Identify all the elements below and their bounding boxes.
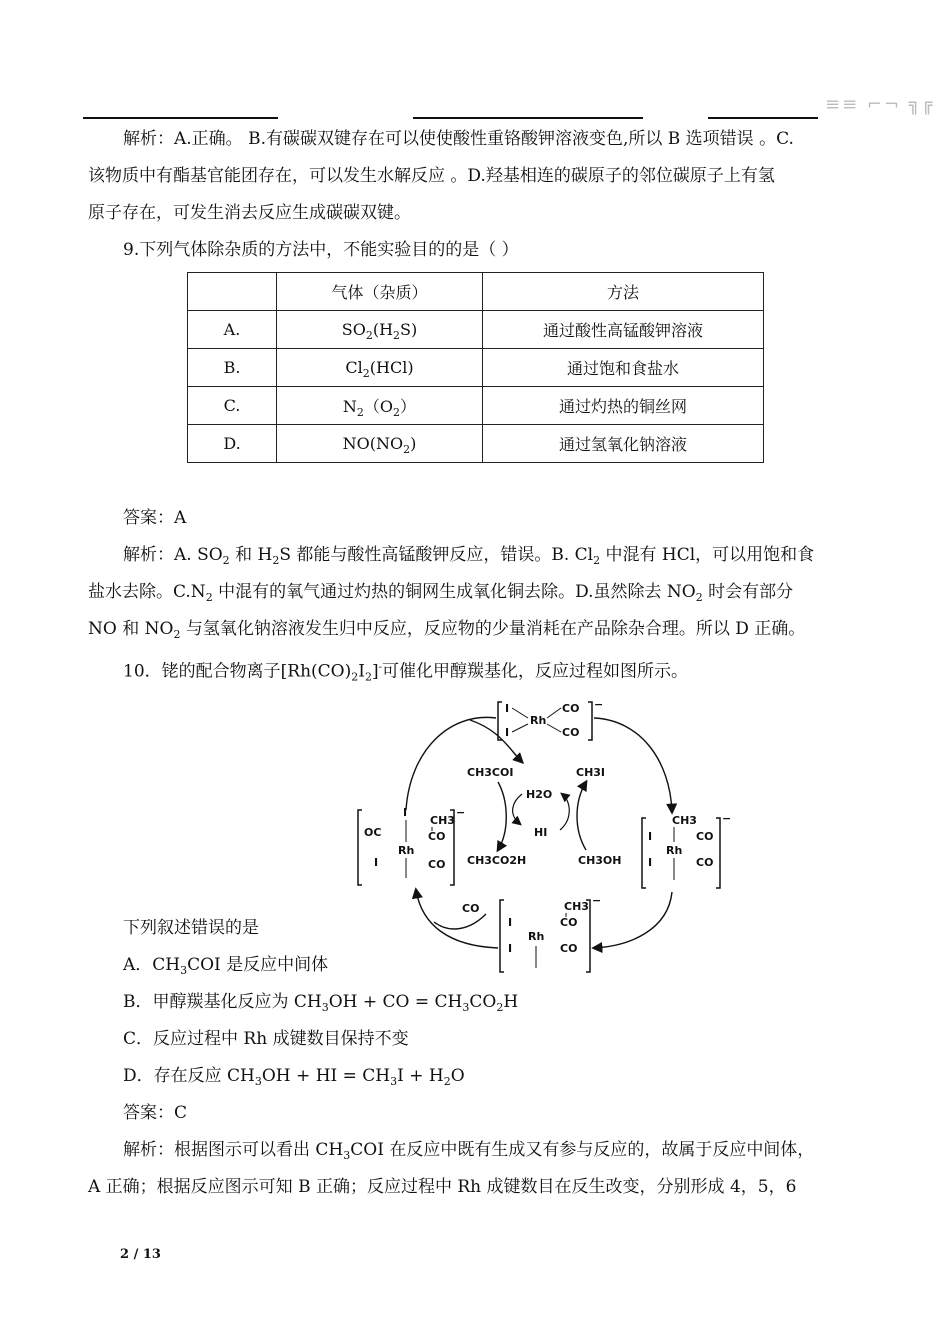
analysis-8-line-1: 解析：A.正确。 B.有碳碳双键存在可以使使酸性重铬酸钾溶液变色,所以 B 选项错误 。C. (123, 129, 794, 149)
header-rule-right (708, 117, 818, 119)
arrow-h2o-in (513, 794, 522, 824)
ligand-i: I (505, 702, 510, 715)
gas-purification-table (187, 272, 764, 463)
arrow-top-to-right (594, 718, 672, 812)
header-marks: ≡≡ ⌐¬ ╗╔ (825, 94, 935, 115)
ligand-i: I (505, 726, 510, 739)
q10-analysis-line-1: 解析：根据图示可以看出 $CH_3COI$ 在反应中既有生成又有参与反应的，故属于反应中间体， (123, 1140, 815, 1162)
q10-option-d: D．存在反应 $CH_3OH$ + HI = $CH_3I + H_2O$ (123, 1066, 465, 1088)
charge-sign: − (722, 812, 732, 825)
gas-cell: $SO_2(H_2S)$ (277, 311, 483, 349)
species-ch3i: CH3I (576, 766, 606, 779)
ligand-i: I (508, 916, 513, 929)
table-row (188, 387, 764, 425)
table-header-cell (188, 273, 277, 311)
analysis-8-line-3: 原子存在，可发生消去反应生成碳碳双键。 (88, 203, 411, 223)
table-header-row (188, 273, 764, 311)
arrow-methanol-to-ch3i (577, 782, 586, 850)
gas-cell: $Cl_2(HCl)$ (277, 349, 483, 387)
charge-sign: − (594, 698, 604, 711)
species-ch3coi: CH3COI (467, 766, 514, 779)
ligand-i: I (648, 856, 653, 869)
ligand-i: I (508, 942, 513, 955)
complex-top (498, 698, 603, 740)
ligand-i: I (403, 806, 408, 819)
q10-ask: 下列叙述错误的是 (123, 918, 259, 938)
header-rule-left (83, 117, 278, 119)
q9-analysis-line-3: NO 和 $NO_2$ 与氢氧化钠溶液发生归中反应，反应物的少量消耗在产品除杂合理。所以 D 正确。 (88, 619, 806, 641)
ligand-i: I (648, 830, 653, 843)
table-row (188, 311, 764, 349)
rh-center: Rh (530, 714, 547, 727)
charge-sign: − (456, 806, 466, 819)
table-header-cell: 方法 (483, 273, 764, 311)
q10-option-b: B．甲醇羰基化反应为 $CH_3OH$ + CO = $CH_3CO_2H$ (123, 992, 519, 1014)
arrow-hi-out (560, 794, 569, 830)
method-cell: 通过氢氧化钠溶液 (483, 425, 764, 463)
rh-center: Rh (666, 844, 683, 857)
ligand-i: I (374, 856, 379, 869)
charge-sign: − (592, 894, 602, 907)
arrow-release-ch3coi (470, 720, 522, 762)
table-row (188, 349, 764, 387)
ligand-co: CO (562, 726, 580, 739)
method-cell: 通过灼热的铜丝网 (483, 387, 764, 425)
ligand-co: CO (560, 942, 578, 955)
ligand-co: CO (562, 702, 580, 715)
table-header-cell: 气体（杂质） (277, 273, 483, 311)
catalytic-cycle-diagram (350, 690, 750, 980)
option-cell: A. (188, 311, 277, 349)
arrow-bottom-to-left (416, 890, 498, 948)
species-h2o: H2O (526, 788, 553, 801)
gas-cell: $NO(NO_2)$ (277, 425, 483, 463)
method-cell: 通过酸性高锰酸钾溶液 (483, 311, 764, 349)
ligand-co: CO (560, 916, 578, 929)
complex-left (358, 806, 465, 885)
q10-option-a: A．$CH_3COI$ 是反应中间体 (123, 955, 329, 977)
option-cell: D. (188, 425, 277, 463)
ligand-ch3: CH3 (672, 814, 697, 827)
option-cell: B. (188, 349, 277, 387)
method-cell: 通过饱和食盐水 (483, 349, 764, 387)
header-rule-middle (413, 117, 643, 119)
q9-analysis-line-2: 盐水去除。$C.N_2$ 中混有的氧气通过灼热的铜网生成氧化铜去除。D.虽然除去 $NO_2$ 时会有部分 (88, 582, 794, 604)
rh-center: Rh (398, 844, 415, 857)
q10-stem: 10．铑的配合物离子$[Rh(CO)_2I_2]^-$可催化甲醇羰基化，反应过程如图所示。 (123, 661, 688, 684)
species-ch3oh: CH3OH (578, 854, 622, 867)
analysis-8-line-2: 该物质中有酯基官能团存在，可以发生水解反应 。D.羟基相连的碳原子的邻位碳原子上有氢 (88, 166, 775, 186)
q10-option-c: C．反应过程中 Rh 成键数目保持不变 (123, 1029, 409, 1049)
ligand-co: CO (428, 858, 446, 871)
ligand-co: CO (428, 830, 446, 843)
gas-cell: $N_2(O_2)$ (277, 387, 483, 425)
option-cell: C. (188, 387, 277, 425)
arrow-right-to-bottom (594, 892, 672, 948)
complex-bottom (500, 894, 601, 972)
ligand-co: CO (696, 830, 714, 843)
ligand-co: CO (696, 856, 714, 869)
table-row (188, 425, 764, 463)
species-hi: HI (534, 826, 548, 839)
page-number: 2 / 13 (120, 1247, 161, 1262)
q10-answer: 答案：C (123, 1103, 188, 1123)
rh-center: Rh (528, 930, 545, 943)
complex-right (642, 812, 731, 888)
q9-analysis-line-1: 解析：A. $SO_2$ 和 $H_2S$ 都能与酸性高锰酸钾反应，错误。B. $Cl_2$ 中混有 HCl，可以用饱和食 (123, 545, 815, 567)
ligand-ch3: CH3 (430, 814, 455, 827)
q9-stem: 9.下列气体除杂质的方法中，不能实验目的的是（ ） (123, 240, 519, 260)
arrow-hydrolysis (498, 782, 506, 850)
q9-answer: 答案：A (123, 508, 187, 528)
arrow-left-to-top (406, 717, 496, 810)
q10-analysis-line-2: A 正确；根据反应图示可知 B 正确；反应过程中 Rh 成键数目在反生改变，分别形成 4，5，6 (88, 1177, 797, 1197)
species-co: CO (462, 902, 480, 915)
arrow-co-insertion (434, 914, 486, 929)
ligand-oc: OC (364, 826, 382, 839)
species-ch3co2h: CH3CO2H (467, 854, 527, 867)
ligand-ch3: CH3 (564, 900, 589, 913)
